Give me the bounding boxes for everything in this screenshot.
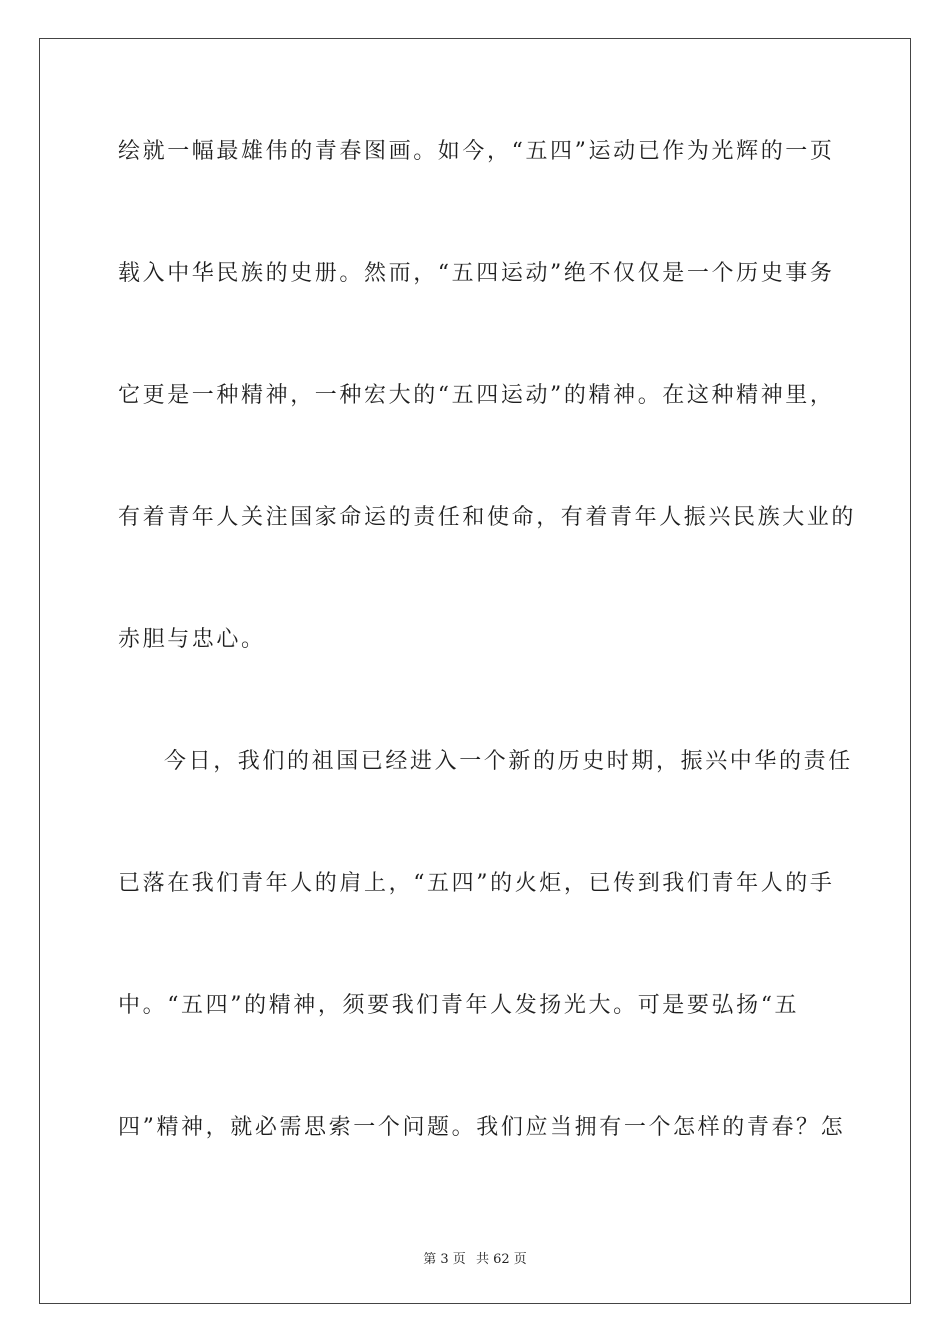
paragraph-line-6: 今日，我们的祖国已经进入一个新的历史时期，振兴中华的责任: [164, 749, 853, 774]
total-pages: 共 62 页: [475, 1252, 527, 1267]
paragraph-line-3: 它更是一种精神，一种宏大的“五四运动”的精神。在这种精神里，: [118, 383, 835, 408]
paragraph-line-4: 有着青年人关注国家命运的责任和使命，有着青年人振兴民族大业的: [118, 505, 857, 530]
paragraph-line-5: 赤胆与忠心。: [118, 627, 266, 652]
paragraph-line-9: 四”精神，就必需思索一个问题。我们应当拥有一个怎样的青春？怎: [118, 1115, 846, 1140]
paragraph-line-7: 已落在我们青年人的肩上，“五四”的火炬，已传到我们青年人的手: [118, 871, 835, 896]
paragraph-line-1: 绘就一幅最雄伟的青春图画。如今，“五四”运动已作为光辉的一页: [118, 139, 835, 164]
paragraph-line-2: 载入中华民族的史册。然而，“五四运动”绝不仅仅是一个历史事务: [118, 261, 835, 286]
page-number: 第 3 页: [423, 1252, 466, 1267]
paragraph-line-8: 中。“五四”的精神，须要我们青年人发扬光大。可是要弘扬“五: [118, 993, 800, 1018]
page-footer: [0, 1248, 950, 1267]
